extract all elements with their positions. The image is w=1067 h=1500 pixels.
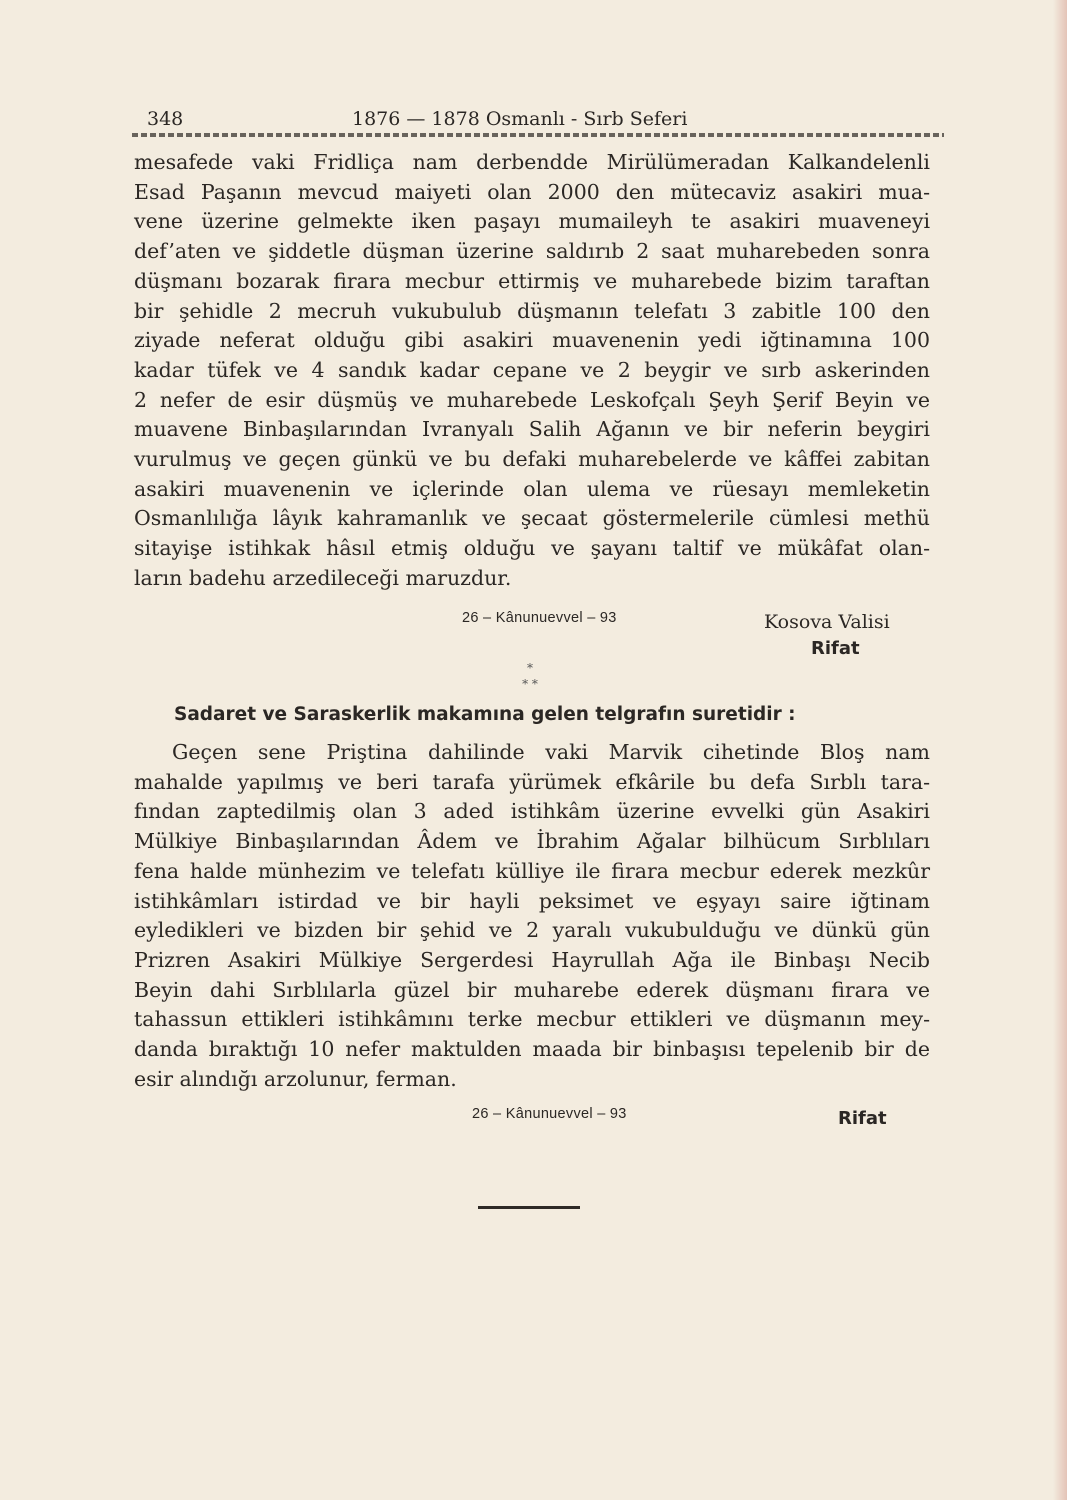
text-line: esir alındığı arzolunur, ferman.: [134, 1066, 457, 1091]
text-line: sitayişe istihkak hâsıl etmiş olduğu ve şayanı taltif ve mükâfat olan-: [134, 536, 930, 561]
asterism-bottom: * *: [522, 677, 538, 691]
section1-date: 26 – Kânunuevvel – 93: [462, 610, 617, 626]
text-line: 2 nefer de esir düşmüş ve muharebede Leskofçalı Şeyh Şerif Beyin ve: [134, 387, 930, 412]
text-line: Prizren Asakiri Mülkiye Sergerdesi Hayrullah Ağa ile Binbaşı Necib: [134, 947, 930, 972]
separator-asterism: [500, 662, 560, 690]
text-line: vurulmuş ve geçen günkü ve bu defaki muharebelerde ve kâffei zabitan: [134, 447, 930, 472]
page-edge-stain: [1053, 0, 1067, 1500]
section1-body: [134, 148, 930, 594]
text-line: kadar tüfek ve 4 sandık kadar cepane ve 2 beygir ve sırb askerinden: [134, 357, 930, 382]
text-line: istihkâmları istirdad ve bir hayli peksimet ve eşyayı saire iğtinam: [134, 888, 930, 913]
text-line: asakiri muavenenin ve içlerinde olan ulema ve rüesayı memleketin: [134, 476, 930, 501]
asterism-top: *: [527, 661, 533, 675]
section2-body: [134, 738, 930, 1094]
section2-date: 26 – Kânunuevvel – 93: [472, 1106, 627, 1122]
section2-heading: Sadaret ve Saraskerlik makamına gelen telgrafın suretidir :: [174, 704, 796, 725]
text-line: bir şehidle 2 mecruh vukubulub düşmanın telefatı 3 zabitle 100 den: [134, 298, 930, 323]
text-line: Beyin dahi Sırblılarla güzel bir muharebe ederek düşmanı firara ve: [134, 977, 930, 1002]
text-line: fından zaptedilmiş olan 3 aded istihkâm üzerine evvelki gün Asakiri: [134, 799, 930, 824]
text-line: Mülkiye Binbaşılarından Âdem ve İbrahim Ağalar bilhücum Sırblıları: [134, 829, 930, 854]
text-line: fena halde münhezim ve telefatı külliye ile firara mecbur ederek mezkûr: [134, 858, 930, 883]
text-line: tahassun ettikleri istihkâmını terke mecbur ettikleri ve düşmanın mey-: [134, 1007, 930, 1032]
running-title: 1876 — 1878 Osmanlı - Sırb Seferi: [352, 108, 688, 130]
text-line: Geçen sene Priştina dahilinde vaki Marvik cihetinde Bloş nam: [172, 740, 930, 764]
header-rule: [132, 133, 944, 137]
section1-signer-title: Kosova Valisi: [764, 611, 890, 633]
end-rule: [478, 1206, 580, 1209]
text-line: mesafede vaki Fridliça nam derbendde Mirülümeradan Kalkandelenli: [134, 150, 930, 174]
text-line: danda bıraktığı 10 nefer maktulden maada bir binbaşısı tepelenib bir de: [134, 1037, 930, 1062]
text-line: düşmanı bozarak firara mecbur ettirmiş ve muharebede bizim taraftan: [134, 268, 930, 293]
text-line: ziyade neferat olduğu gibi asakiri muavenenin yedi iğtinamına 100: [134, 328, 930, 353]
text-line: muavene Binbaşılarından Ivranyalı Salih Ağanın ve bir neferin beygiri: [134, 417, 930, 442]
text-line: Osmanlılığa lâyık kahramanlık ve şecaat göstermelerile cümlesi methü: [134, 506, 930, 531]
section2-signer-name: Rifat: [838, 1108, 887, 1129]
text-line: eyledikleri ve bizden bir şehid ve 2 yaralı vukubulduğu ve dünkü gün: [134, 918, 930, 943]
page-header: [142, 108, 942, 132]
text-line: vene üzerine gelmekte iken paşayı mumaileyh te asakiri muaveneyi: [134, 209, 930, 234]
text-line: Esad Paşanın mevcud maiyeti olan 2000 den mütecaviz asakiri mua-: [134, 179, 930, 204]
text-line: ların badehu arzedileceği maruzdur.: [134, 565, 512, 590]
text-line: def’aten ve şiddetle düşman üzerine saldırıb 2 saat muharebeden sonra: [134, 239, 930, 264]
section1-signer-name: Rifat: [811, 638, 860, 659]
text-line: mahalde yapılmış ve beri tarafa yürümek efkârile bu defa Sırblı tara-: [134, 769, 930, 794]
page-number: 348: [147, 108, 184, 130]
